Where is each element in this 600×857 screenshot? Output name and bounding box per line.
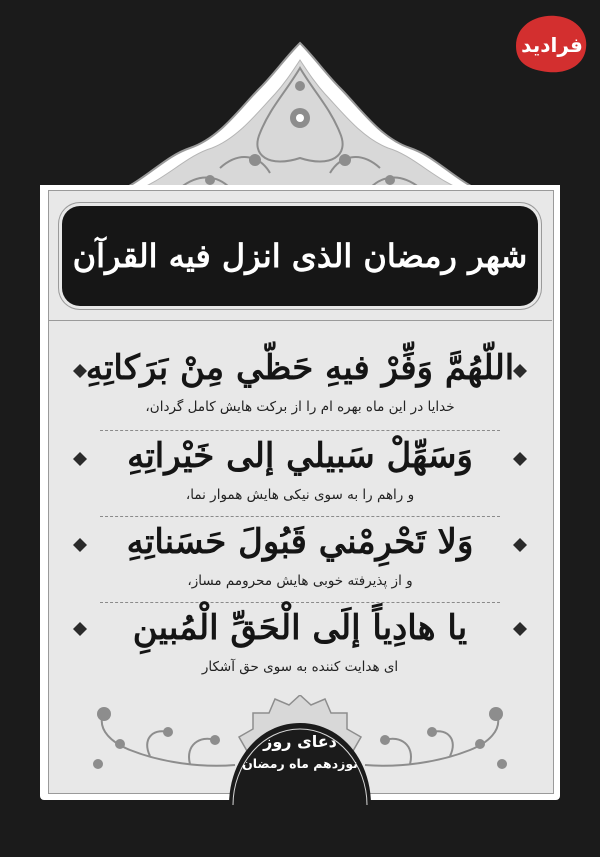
prayer-arabic: وَسَهِّلْ سَبيلي إلى خَيْراتِهِ (127, 436, 473, 476)
divider (100, 602, 500, 603)
medallion-title: دعای روز (263, 732, 337, 751)
divider (100, 516, 500, 517)
prayer-line-1 (60, 345, 540, 417)
prayer-translation: و راهم را به سوی نیکی هایش هموار نما، (185, 487, 415, 503)
divider (100, 430, 500, 431)
prayer-translation: و از پذیرفته خوبی هایش محرومم مساز، (187, 573, 413, 589)
prayer-arabic: اللّهُمَّ وَفِّرْ فيهِ حَظّي مِنْ بَرَكاتِهِ (85, 348, 515, 388)
prayer-arabic: وَلا تَحْرِمْني قَبُولَ حَسَناتِهِ (126, 522, 474, 562)
prayer-line-3 (60, 519, 540, 591)
prayer-line-2 (60, 433, 540, 505)
floral-ornament-left-icon (90, 700, 240, 775)
title-banner (62, 206, 538, 306)
prayer-arabic: يا هادِياً إلَى الْحَقِّ الْمُبينِ (132, 608, 468, 648)
floral-ornament-right-icon (360, 700, 510, 775)
faradid-logo[interactable] (508, 8, 592, 78)
prayer-translation: ای هدایت کننده به سوی حق آشکار (201, 659, 399, 675)
prayer-translation: خدایا در این ماه بهره ام را از برکت هایش کامل گردان، (145, 399, 455, 415)
prayer-line-4 (60, 605, 540, 677)
banner-separator (48, 320, 552, 321)
logo-text: فرادید (521, 33, 583, 57)
banner-title: شهر رمضان الذی انزل فیه القرآن (72, 237, 528, 275)
medallion-subtitle: نوزدهم ماه رمضان (242, 756, 358, 771)
